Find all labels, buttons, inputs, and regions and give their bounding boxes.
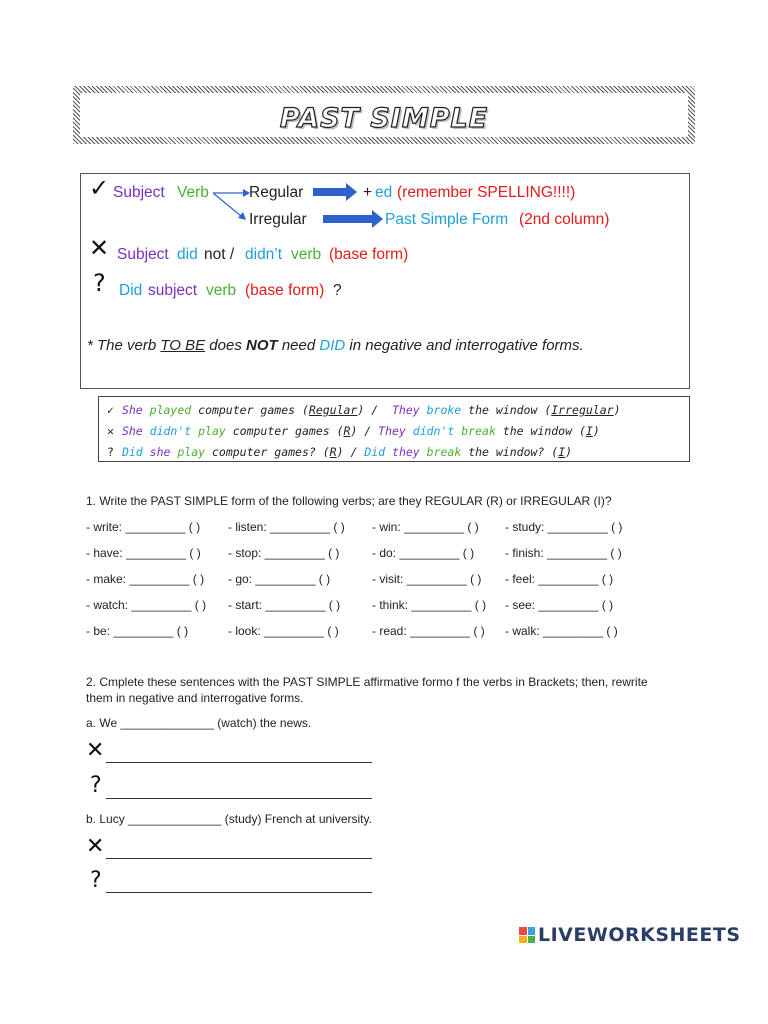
example-part: Irregular [551,403,614,417]
cross-icon: ✕ [89,234,110,262]
int-did: Did [119,282,143,299]
int-verb: verb [206,282,237,299]
check-icon: ✓ [89,174,110,202]
example-part: ) [565,445,573,459]
example-symbol: ✕ [107,424,114,438]
verb-item[interactable]: - look: _________ ( ) [228,624,339,638]
verb-item[interactable]: - walk: _________ ( ) [505,624,618,638]
example-part: play [170,445,206,459]
example-negative [107,424,600,438]
neg-subject: Subject [117,246,169,263]
title-frame [73,86,695,144]
verb-item[interactable]: - listen: _________ ( ) [228,520,345,534]
verb-item[interactable]: - do: _________ ( ) [372,546,475,560]
int-q: ? [333,282,342,299]
example-part: Did [364,445,386,459]
example-part: R [329,445,337,459]
aff-verb: Verb [177,184,209,201]
exercise2-item-a: a. We ______________ (watch) the news. [86,716,312,730]
aff-remember: (remember SPELLING!!!!) [397,184,576,201]
verb-item[interactable]: - visit: _________ ( ) [372,572,482,586]
verb-item[interactable]: - have: _________ ( ) [86,546,201,560]
example-part: I [585,424,593,438]
to-be-note: * The verb TO BE does NOT need DID in negative and interrogative forms. [87,337,584,354]
example-part: they [385,445,420,459]
exercise2-question-line1: 2. Cmplete these sentences with the PAST SIMPLE affirmative formo f the verbs in Brackets; then, rewrite [86,675,648,689]
verb-item[interactable]: - start: _________ ( ) [228,598,341,612]
aff-irregular: Irregular [249,211,307,228]
answer-line-a-negative[interactable] [106,762,372,763]
neg-did: did [177,246,198,263]
example-part: ) / [357,403,392,417]
answer-line-a-interrogative[interactable] [106,798,372,799]
aff-plus: + [363,184,373,201]
example-part: the window ( [461,403,552,417]
verb-item[interactable]: - win: _________ ( ) [372,520,479,534]
verb-item[interactable]: - write: _________ ( ) [86,520,201,534]
example-affirmative [107,403,621,417]
example-part: play [191,424,226,438]
example-part: Did [121,445,143,459]
example-part: computer games? ( [205,445,330,459]
aff-column: (2nd column) [519,211,610,228]
example-part: I [558,445,566,459]
neg-didnt: didn’t [245,246,283,263]
aff-ed: ed [375,184,393,201]
example-part: computer games ( [191,403,309,417]
example-part: ) [592,424,600,438]
branch-arrows-icon [213,186,253,222]
example-part: she [142,445,171,459]
neg-verb: verb [291,246,322,263]
verb-item[interactable]: - think: _________ ( ) [372,598,487,612]
example-part: They [378,424,406,438]
rules-box [80,173,690,389]
verb-item[interactable]: - read: _________ ( ) [372,624,485,638]
verb-item[interactable]: - go: _________ ( ) [228,572,331,586]
example-part: break [419,445,462,459]
verb-item[interactable]: - see: _________ ( ) [505,598,614,612]
verb-item[interactable]: - stop: _________ ( ) [228,546,340,560]
cross-icon: ✕ [86,738,105,763]
verb-item[interactable]: - be: _________ ( ) [86,624,189,638]
example-part: the window? ( [461,445,559,459]
aff-regular: Regular [249,184,304,201]
example-part: the window ( [495,424,586,438]
example-part: She [121,424,143,438]
verb-item[interactable]: - watch: _________ ( ) [86,598,207,612]
question-icon: ? [90,868,102,893]
example-interrogative [107,445,572,459]
example-symbol: ? [107,445,114,459]
int-subject: subject [148,282,198,299]
example-part: computer games ( [225,424,344,438]
regular-arrow-icon [313,188,347,196]
example-part: didn't [405,424,455,438]
liveworksheets-logo-icon [519,927,535,943]
answer-line-b-negative[interactable] [106,858,372,859]
example-part: ) / [350,424,379,438]
verb-item[interactable]: - feel: _________ ( ) [505,572,614,586]
verb-item[interactable]: - finish: _________ ( ) [505,546,622,560]
example-part: ) [613,403,621,417]
example-part: broke [419,403,462,417]
neg-base: (base form) [329,246,409,263]
cross-icon: ✕ [86,834,105,859]
verb-item[interactable]: - make: _________ ( ) [86,572,205,586]
question-icon: ? [90,773,102,798]
answer-line-b-interrogative[interactable] [106,892,372,893]
exercise2-question-line2: them in negative and interrogative forms. [86,691,304,705]
exercise1-question: 1. Write the PAST SIMPLE form of the following verbs; are they REGULAR (R) or IRREGULAR (I)? [86,494,612,508]
liveworksheets-logo: LIVEWORKSHEETS [538,924,741,946]
exercise2-item-b: b. Lucy ______________ (study) French at university. [86,812,372,826]
example-symbol: ✓ [107,403,114,417]
example-part: break [454,424,496,438]
example-part: didn't [142,424,192,438]
page-title: PAST SIMPLE [279,103,489,134]
example-part: She [121,403,143,417]
example-part: ) / [336,445,365,459]
examples-box [98,396,690,462]
aff-subject: Subject [113,184,165,201]
neg-not: not / [204,246,235,263]
example-part: Regular [308,403,358,417]
example-part: R [343,424,351,438]
example-part: played [142,403,192,417]
verb-item[interactable]: - study: _________ ( ) [505,520,623,534]
irregular-arrow-icon [323,215,373,223]
example-part: They [391,403,420,417]
int-base: (base form) [245,282,325,299]
aff-psform: Past Simple Form [385,211,509,228]
question-icon: ? [93,269,106,297]
